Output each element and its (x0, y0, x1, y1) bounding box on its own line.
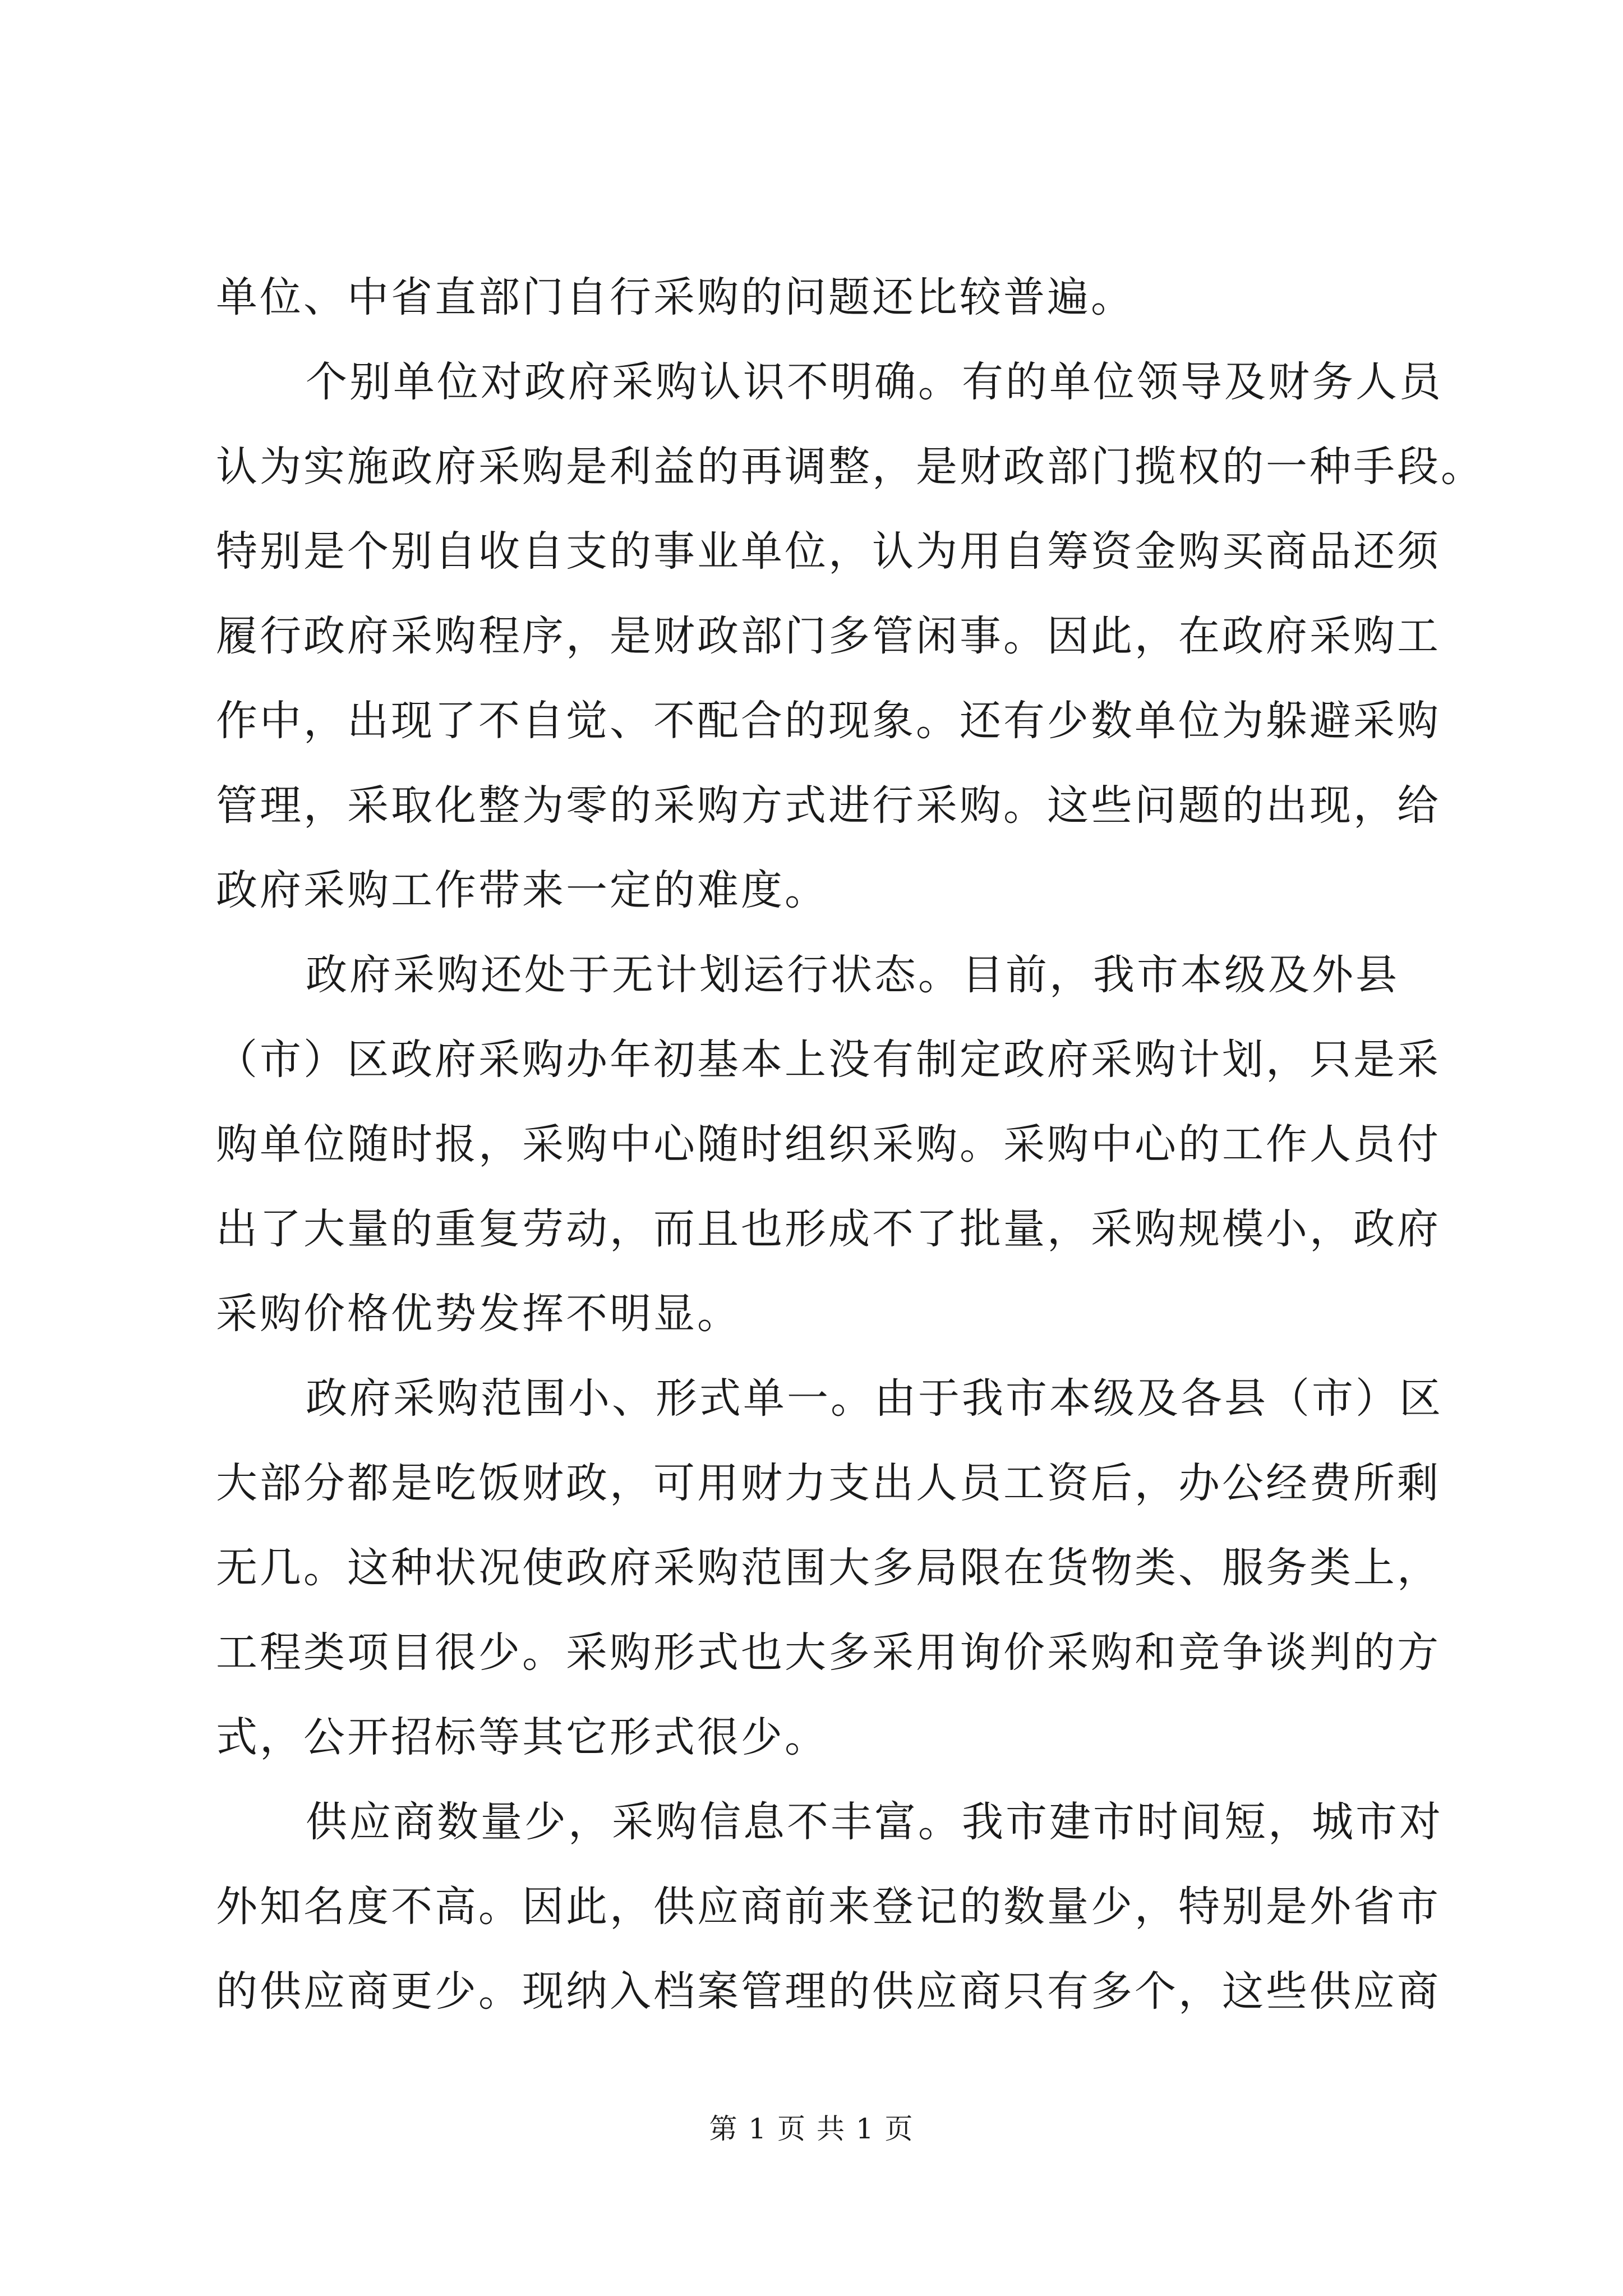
text-line: 认为实施政府采购是利益的再调整，是财政部门揽权的一种手段。 (216, 443, 1484, 491)
text-line: （市）区政府采购办年初基本上没有制定政府采购计划，只是采 (216, 1036, 1441, 1084)
text-line: 履行政府采购程序，是财政部门多管闲事。因此，在政府采购工 (216, 612, 1441, 660)
text-line: 出了大量的重复劳动，而且也形成不了批量，采购规模小，政府 (216, 1205, 1441, 1253)
page-number-footer: 第 1 页 共 1 页 (709, 2113, 914, 2145)
text-line: 特别是个别自收自支的事业单位，认为用自筹资金购买商品还须 (216, 527, 1441, 576)
text-line: 作中，出现了不自觉、不配合的现象。还有少数单位为躲避采购 (216, 697, 1441, 745)
text-line: 购单位随时报，采购中心随时组织采购。采购中心的工作人员付 (216, 1120, 1441, 1168)
paragraph-first-line: 政府采购范围小、形式单一。由于我市本级及各县（市）区 (306, 1374, 1443, 1423)
text-line: 大部分都是吃饭财政，可用财力支出人员工资后，办公经费所剩 (216, 1459, 1441, 1507)
text-line: 采购价格优势发挥不明显。 (216, 1290, 741, 1338)
text-line: 无几。这种状况使政府采购范围大多局限在货物类、服务类上， (216, 1544, 1441, 1592)
text-line: 的供应商更少。现纳入档案管理的供应商只有多个，这些供应商 (216, 1967, 1441, 2016)
text-line: 式，公开招标等其它形式很少。 (216, 1713, 828, 1761)
paragraph-first-line: 政府采购还处于无计划运行状态。目前，我市本级及外县 (306, 951, 1399, 999)
text-line: 政府采购工作带来一定的难度。 (216, 866, 828, 914)
paragraph-first-line: 个别单位对政府采购认识不明确。有的单位领导及财务人员 (306, 358, 1443, 406)
text-line: 管理，采取化整为零的采购方式进行采购。这些问题的出现，给 (216, 781, 1441, 830)
text-line: 单位、中省直部门自行采购的问题还比较普遍。 (216, 273, 1135, 321)
paragraph-first-line: 供应商数量少，采购信息不丰富。我市建市时间短，城市对 (306, 1798, 1443, 1846)
text-line: 外知名度不高。因此，供应商前来登记的数量少，特别是外省市 (216, 1883, 1441, 1931)
text-line: 工程类项目很少。采购形式也大多采用询价采购和竞争谈判的方 (216, 1628, 1441, 1677)
